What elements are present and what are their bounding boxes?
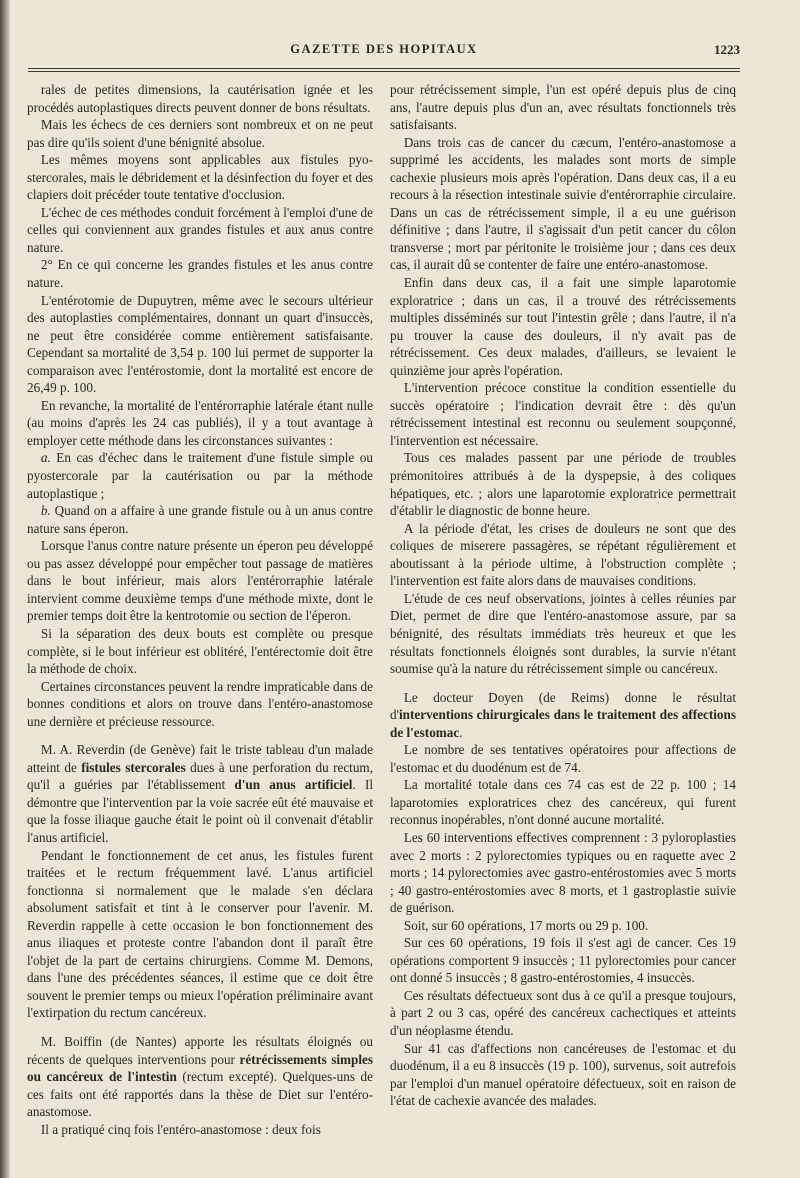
- paragraph: [27, 678, 373, 731]
- paragraph: [27, 537, 373, 625]
- paragraph: [390, 379, 736, 449]
- list-label: b.: [40, 503, 51, 519]
- paragraph: [390, 934, 736, 987]
- paragraph: [390, 590, 736, 678]
- paragraph: [390, 449, 736, 519]
- paragraph: [390, 689, 736, 742]
- bold-phrase: rétrécissements simples ou cancéreux de l'intestin: [27, 1051, 373, 1085]
- paragraph-text: Sur 41 cas d'affections non cancéreuses de l'estomac et du duodénum, il a eu 8 insuccès (19 p. 100), survenus, soit autrefois par l'emploi d'un manuel opératoire défectueux, soit en raison de l'état de cachexie avancée des malades.: [390, 1040, 736, 1109]
- paragraph-text: Le nombre de ses tentatives opératoires pour affections de l'estomac et du duodénum est de 74.: [390, 742, 736, 775]
- paragraph: [27, 741, 373, 846]
- paragraph: [27, 204, 373, 257]
- paragraph: [27, 151, 373, 204]
- paragraph: [390, 134, 736, 274]
- paragraph-text: Pendant le fonctionnement de cet anus, les fistules furent traitées et le rectum fréquemment lavé. L'anus artificiel fonctionna si normalement que le malade s'en déclara absolument satisfait et tint à le conserver pour l'avenir. M. Reverdin rappelle à cette occasion le bon fonctionnement des anus iliaques et proteste contre l'abandon dont il paraît être l'objet de la part de certains chirurgiens. Comme M. Demons, dans l'une des précédentes séances, il estime que ce doit être souvent le premier temps ou mieux l'opération préliminaire avant l'extirpation du rectum cancéreux.: [27, 847, 373, 1021]
- paragraph-text: Enfin dans deux cas, il a fait une simple laparotomie exploratrice ; dans un cas, il a trouvé des rétrécissements multiples disséminés sur tout l'intestin grêle ; dans l'autre, il n'a pu trouver la cause des douleurs, il n'y avait pas de rétrécissement. Ces deux malades, d'ailleurs, se levaient le quinzième jour après l'opération.: [390, 275, 736, 378]
- text-run: Le docteur Doyen (de Reims) donne le résultat d': [390, 689, 736, 723]
- paragraph-text: Certaines circonstances peuvent la rendre impraticable dans de bonnes conditions et alors on trouve dans l'entéro-anastomose une dernière et précieuse ressource.: [27, 678, 373, 729]
- paragraph-text: 2° En ce qui concerne les grandes fistules et les anus contre nature.: [27, 257, 373, 291]
- paragraph: [390, 81, 736, 134]
- paragraph-text: En revanche, la mortalité de l'entérorraphie latérale étant nulle (au moins d'après les 24 cas publiés), il y a tout avantage à employer cette méthode dans les circonstances suivantes :: [27, 397, 373, 448]
- paragraph-text: Lorsque l'anus contre nature présente un éperon peu développé ou pas assez développé pour empêcher tout passage de matières dans le bout inférieur, mais alors l'entérorraphie latérale intervient comme deuxième temps d'une méthode mixte, dont le premier temps doit être la kentrotomie ou section de l'éperon.: [27, 538, 373, 624]
- paragraph: [27, 502, 373, 537]
- text-run: M. Boiffin (de Nantes) apporte les résultats éloignés ou récents de quelques interventions pour: [27, 1033, 373, 1067]
- paragraph: [27, 625, 373, 678]
- paragraph: [27, 256, 373, 291]
- paragraph-text: L'intervention précoce constitue la condition essentielle du succès opératoire ; l'indication devrait être : dès qu'un rétrécissement intestinal est reconnu ou seulement soupçonné, l'intervention est nécessaire.: [390, 380, 736, 448]
- paragraph-text: Les 60 interventions effectives comprennent : 3 pyloroplasties avec 2 morts : 2 pylorectomies typiques ou en raquette avec 2 morts ; 14 pylorectomies avec gastro-entérostomies avec 5 morts ; 40 gastro-entérostomies avec 8 morts, et 1 gastroplastie suivie de guérison.: [390, 829, 736, 916]
- bold-phrase: fistules stercorales: [81, 759, 186, 775]
- paragraph: [27, 81, 373, 116]
- paragraph: [390, 274, 736, 379]
- paragraph-text: Il a pratiqué cinq fois l'entéro-anastomose : deux fois: [40, 1121, 321, 1137]
- paragraph: [27, 1033, 373, 1121]
- text-run: M. A. Reverdin (de Genève) fait le triste tableau d'un malade atteint de: [27, 742, 373, 775]
- header-rule-double: [28, 71, 740, 72]
- paragraph: [390, 917, 736, 935]
- paragraph: [27, 847, 373, 1022]
- paragraph-text: Mais les échecs de ces derniers sont nombreux et on ne peut pas dire qu'ils soient d'une bénignité absolue.: [27, 117, 373, 150]
- paragraph: [390, 776, 736, 829]
- paragraph-text: Soit, sur 60 opérations, 17 morts ou 29 p. 100.: [403, 917, 649, 933]
- paragraph-text: La mortalité totale dans ces 74 cas est de 22 p. 100 ; 14 laparotomies exploratrices chez des cancéreux, qui furent reconnus inopérables, n'ont donné aucune mortalité.: [390, 777, 736, 828]
- paragraph: [27, 116, 373, 151]
- paragraph: [27, 1121, 373, 1139]
- binding-edge: [0, 0, 10, 1178]
- right-column: [390, 81, 736, 1110]
- text-run: (rectum excepté). Quelques-uns de ces faits ont été rapportés dans la thèse de Diet sur l'entéro-anastomose.: [27, 1069, 373, 1120]
- paragraph: [390, 520, 736, 590]
- text-run: .: [459, 724, 463, 740]
- paragraph: [390, 1040, 736, 1110]
- paragraph-text: L'échec de ces méthodes conduit forcément à l'emploi d'une de celles qui conviennent aux grandes fistules et aux anus contre nature.: [27, 204, 373, 255]
- bold-phrase: d'un anus artificiel: [234, 777, 353, 793]
- paragraph-text: L'étude de ces neuf observations, jointes à celles réunies par Diet, permet de dire que l'entéro-anastomose assure, par sa bénignité, des résultats immédiats très heureux et que les résultats fonctionnels éloignés sont durables, la survie n'étant soumise qu'à la nature du rétrécissement simple ou cancéreux.: [390, 590, 736, 677]
- paragraph-text: rales de petites dimensions, la cautérisation ignée et les procédés autoplastiques directs peuvent donner de bons résultats.: [27, 82, 373, 115]
- paragraph-text: L'entérotomie de Dupuytren, même avec le secours ultérieur des autoplasties complémentaires, donnant un quart d'insuccès, ne peut être considérée comme entièrement satisfaisante. Cependant sa mortalité de 3,54 p. 100 lui permet de supporter la comparaison avec l'entérostomie, dont la mortalité est encore de 26,49 p. 100.: [27, 292, 373, 396]
- paragraph-text: Ces résultats défectueux sont dus à ce qu'il a presque toujours, à part 2 ou 3 cas, opéré des cancéreux cachectiques et atteints d'un néoplasme étendu.: [390, 987, 736, 1038]
- page-number: 1223: [714, 42, 740, 57]
- paragraph: [27, 449, 373, 502]
- paragraph: [27, 397, 373, 450]
- running-title: GAZETTE DES HOPITAUX: [290, 42, 478, 56]
- paragraph-text: pour rétrécissement simple, l'un est opéré depuis plus de cinq ans, l'autre depuis plus d'un an, avec résultats fonctionnels très satisfaisants.: [390, 82, 736, 133]
- bold-phrase: interventions chirurgicales dans le traitement des affections de l'estomac: [390, 707, 736, 740]
- paragraph-text: Les mêmes moyens sont applicables aux fistules pyo-stercorales, mais le débridement et la désinfection du foyer et des clapiers doit précéder toute tentative d'occlusion.: [27, 152, 373, 203]
- paragraph-text: A la période d'état, les crises de douleurs ne sont que des coliques de miserere passagères, se répétant régulièrement et aboutissant à la période ultime, à l'obstruction complète ; l'intervention est faite alors dans de mauvaises conditions.: [390, 520, 736, 589]
- paragraph: [27, 292, 373, 397]
- list-label: a.: [40, 450, 51, 466]
- paragraph-text: Tous ces malades passent par une période de troubles prémonitoires attribués à de la dyspepsie, à des coliques hépatiques, etc. ; alors une laparotomie exploratrice permettrait d'établir le diagnostic de bonne heure.: [390, 450, 736, 519]
- paragraph-text: Sur ces 60 opérations, 19 fois il s'est agi de cancer. Ces 19 opérations comportent 9 insuccès ; 11 pylorectomies pour cancer ont donné 5 insuccès ; 8 gastro-entérostomies, 4 insuccès.: [390, 935, 736, 986]
- text-run: . Il démontre que l'intervention par la voie sacrée eût été mauvaise et que la fosse iliaque gauche était le point où il convenait d'établir l'anus artificiel.: [27, 777, 373, 845]
- page-header: [28, 42, 740, 62]
- paragraph-text: Quand on a affaire à une grande fistule ou à un anus contre nature sans éperon.: [27, 503, 373, 536]
- text-run: dues à une perforation du rectum, qu'il a guéries par l'établissement: [27, 759, 373, 793]
- paragraph-text: Dans trois cas de cancer du cæcum, l'entéro-anastomose a supprimé les accidents, les malades sont morts de simple cachexie plusieurs mois après l'opération. Dans deux cas, il a eu recours à la résection intestinale suivie d'entérorraphie circulaire. Dans un cas de rétrécissement simple, il a eu une guérison définitive ; dans l'autre, il s'agissait d'un petit cancer du côlon transverse ; mort par péritonite le troisième jour ; dans ces deux cas, il aurait dû se contenter de faire une entéro-anastomose.: [390, 134, 736, 273]
- header-rule: [28, 68, 740, 69]
- left-column: [27, 81, 373, 1138]
- paragraph-text: En cas d'échec dans le traitement d'une fistule simple ou pyostercorale par la cautérisation ou par la méthode autoplastique ;: [27, 450, 373, 501]
- paragraph: [390, 829, 736, 917]
- paragraph: [390, 987, 736, 1040]
- paragraph-text: Si la séparation des deux bouts est complète ou presque complète, si le bout inférieur est oblitéré, l'entérectomie doit être la méthode de choix.: [27, 625, 373, 677]
- paragraph: [390, 741, 736, 776]
